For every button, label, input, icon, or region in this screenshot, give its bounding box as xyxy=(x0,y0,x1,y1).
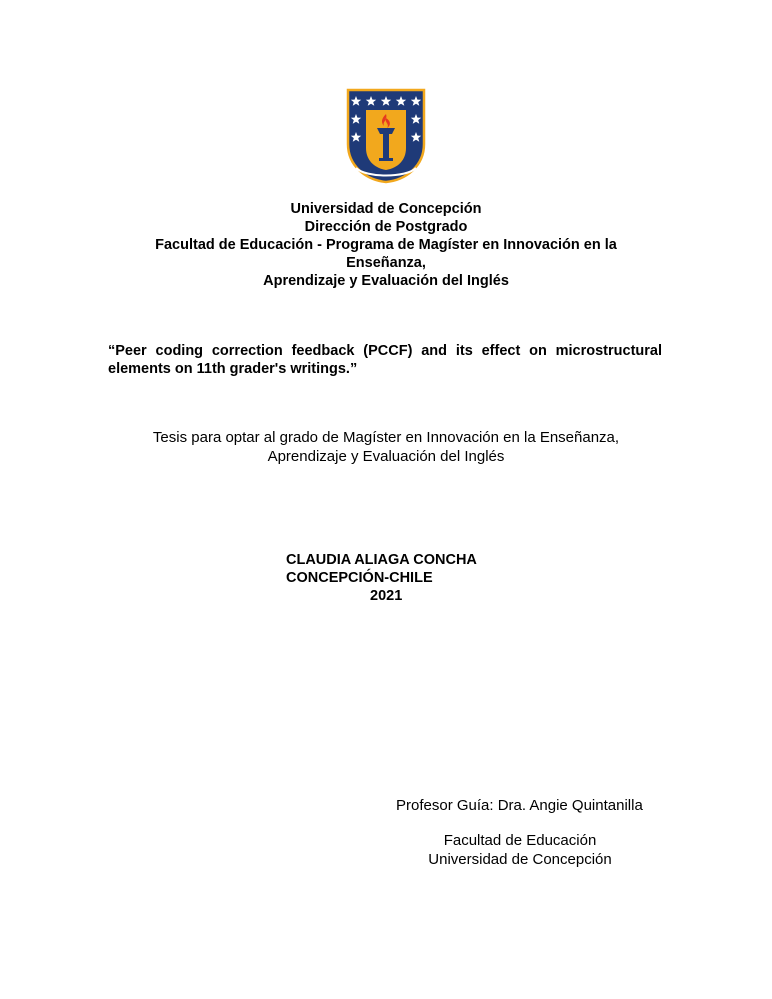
advisor-label: Profesor Guía: Dra. Angie Quintanilla xyxy=(396,797,643,814)
degree-statement xyxy=(100,428,672,466)
author-year: 2021 xyxy=(370,588,403,604)
university-seal-icon xyxy=(346,88,426,184)
direction-name: Dirección de Postgrado xyxy=(304,219,468,235)
faculty-line-1: Facultad de Educación - Programa de Magíster en Innovación en la xyxy=(155,237,617,253)
faculty-line-2: Enseñanza, xyxy=(346,255,426,271)
thesis-title: “Peer coding correction feedback (PCCF) and its effect on microstructural elements on 11th grader's writings.” xyxy=(108,343,662,377)
university-name: Universidad de Concepción xyxy=(290,201,482,217)
affiliation-faculty: Facultad de Educación xyxy=(443,832,597,849)
institution-header xyxy=(100,200,672,290)
author-location: CONCEPCIÓN-CHILE xyxy=(286,570,433,586)
faculty-line-3: Aprendizaje y Evaluación del Inglés xyxy=(263,273,509,289)
degree-line-1: Tesis para optar al grado de Magíster en Innovación en la Enseñanza, xyxy=(152,429,620,446)
degree-line-2: Aprendizaje y Evaluación del Inglés xyxy=(267,448,505,465)
affiliation-block xyxy=(400,831,640,869)
author-name: CLAUDIA ALIAGA CONCHA xyxy=(286,552,477,568)
affiliation-university: Universidad de Concepción xyxy=(428,851,612,868)
author-block xyxy=(286,551,526,605)
